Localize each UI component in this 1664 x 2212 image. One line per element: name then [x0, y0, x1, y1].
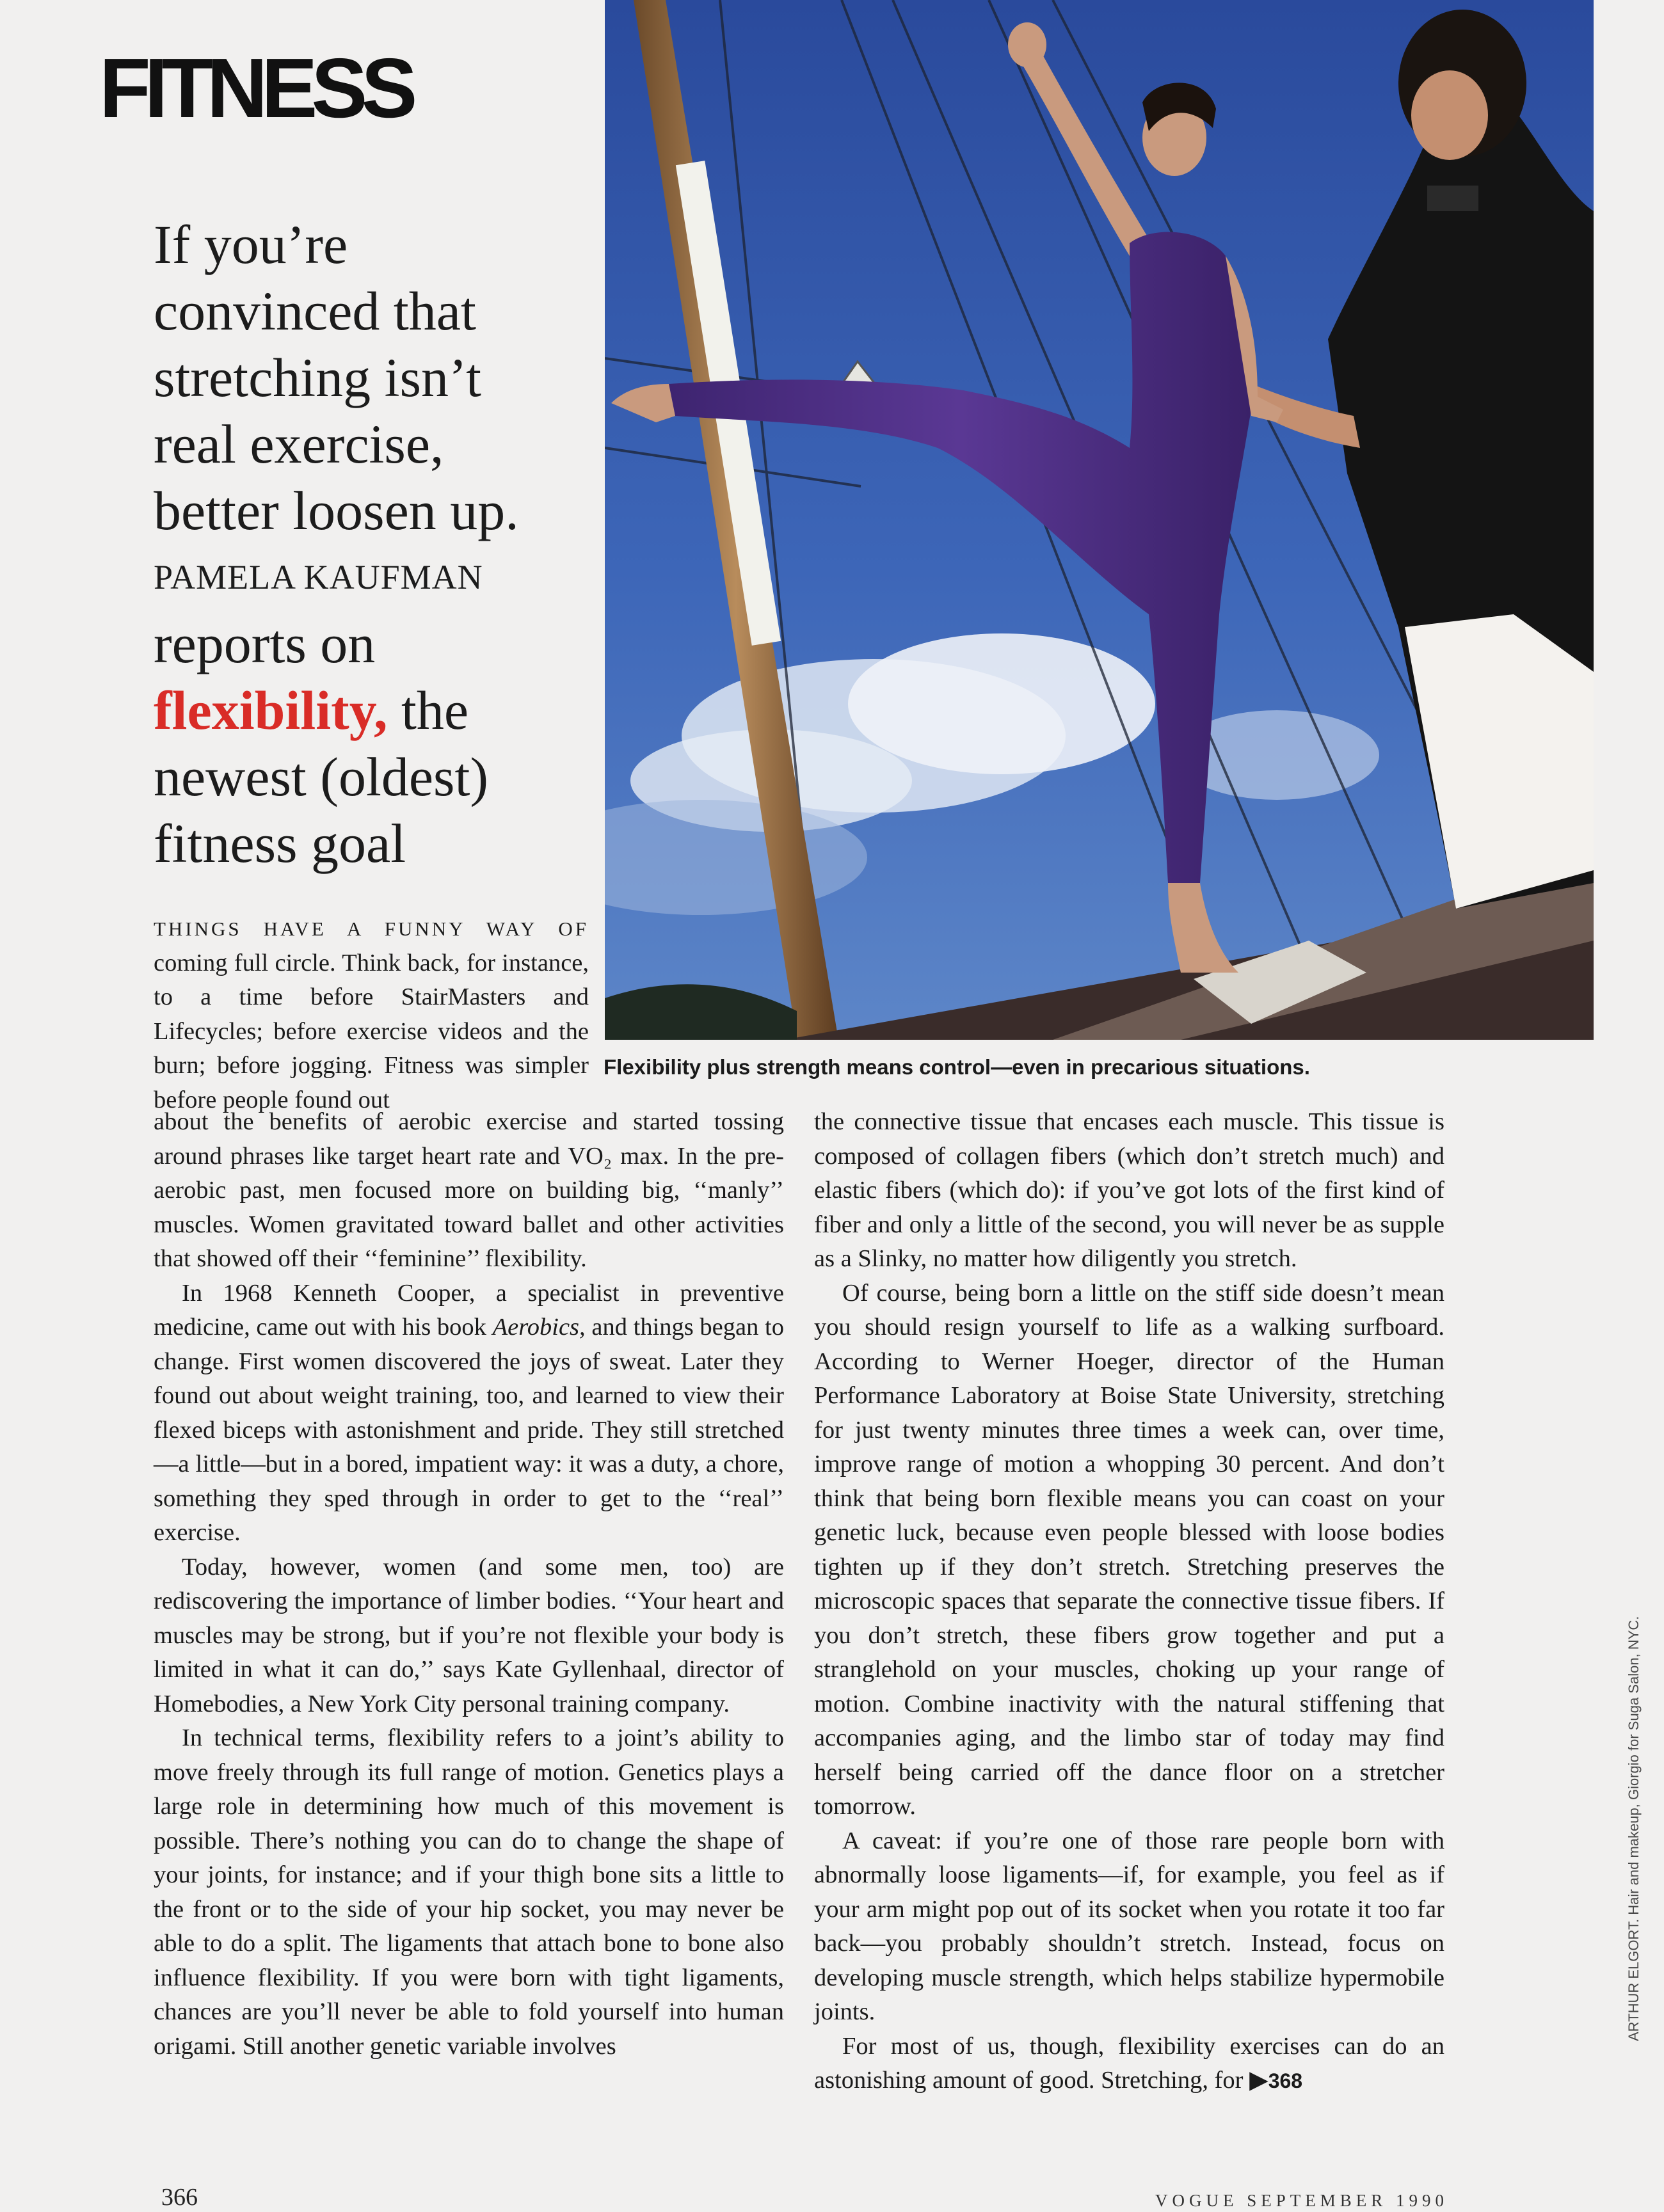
- section-title: FITNESS: [99, 41, 412, 135]
- deck-line: real exercise,: [154, 413, 444, 475]
- article-opening: [154, 911, 589, 1117]
- deck-highlight-line: [154, 677, 614, 744]
- page-number: 366: [161, 2184, 198, 2211]
- paragraph-text: and things began to change. First women discovered the joys of sweat. Later they found out about weight training, too, and learned to view their flexed biceps with astonishment and pride. They still stretched—a little—but in a bored, impatient way: it was a duty, a chore, something they sped through in order to get to the ‘‘real’’ exercise.: [154, 1314, 784, 1546]
- paragraph: In technical terms, flexibility refers to a joint’s ability to move freely through its full range of motion. Genetics plays a large role in determining how much of this movement is possible. There’s nothing you can do to change the shape of your joints, for instance; and if your thigh bone sits a little to the front or to the side of your hip socket, you may never be able to do a split. The ligaments that attach bone to bone also influence flexibility. If you were born with tight ligaments, chances are you’ll never be able to fold yourself into human origami. Still another genetic variable involves: [154, 1724, 784, 2060]
- highlight-word: flexibility,: [154, 680, 388, 741]
- article-column-1: [154, 1105, 784, 2064]
- paragraph: the connective tissue that encases each muscle. This tissue is composed of collagen fibers (which don’t stretch much) and elastic fibers (which do): if you’ve got lots of the first kind of fiber and only a little of the second, you will never be as supple as a Slinky, no matter how diligently you stretch.: [814, 1108, 1444, 1272]
- opening-text: coming full circle. Think back, for instance, to a time before StairMasters and Lifecycles; before exercise videos and the burn; before jogging. Fitness was simpler before people found out: [154, 949, 589, 1113]
- deck-line: convinced that: [154, 280, 476, 342]
- paragraph-text: For most of us, though, flexibility exercises can do an astonishing amount of good. Stretching, for: [814, 2032, 1444, 2094]
- deck-line: reports on: [154, 613, 376, 674]
- author-byline: PAMELA KAUFMAN: [154, 558, 483, 596]
- continued-arrow-icon: ▶: [1249, 2067, 1268, 2094]
- hero-photo: [605, 0, 1594, 1040]
- opening-smallcaps: THINGS HAVE A FUNNY WAY OF: [154, 918, 589, 940]
- photo-credit: ARTHUR ELGORT. Hair and makeup, Giorgio for Suga Salon, NYC.: [1626, 1616, 1642, 2041]
- deck-line: fitness goal: [154, 813, 406, 874]
- deck-line: stretching isn’t: [154, 347, 481, 408]
- book-title: Aerobics,: [492, 1314, 586, 1341]
- paragraph: about the benefits of aerobic exercise and started tossing around phrases like target heart rate and VO₂ max. In the pre-aerobic past, men focused more on building big, ‘‘manly’’ muscles. Women gravitated toward ballet and other activities that showed off their ‘‘feminine’’ flexibility.: [154, 1108, 784, 1272]
- headline-deck: [154, 211, 614, 877]
- article-column-2: [814, 1105, 1444, 2099]
- photo-illustration-icon: [605, 0, 1594, 1040]
- photo-caption: Flexibility plus strength means control—even in precarious situations.: [604, 1055, 1310, 1079]
- paragraph: [154, 1277, 784, 1550]
- paragraph: Today, however, women (and some men, too) are rediscovering the importance of limber bodies. ‘‘Your heart and muscles may be strong, but if you’re not flexible your body is limited in what it can do,’’ says Kate Gyllenhaal, director of Homebodies, a New York City personal training company.: [154, 1553, 784, 1717]
- opening-paragraph: [154, 911, 589, 1117]
- paragraph: A caveat: if you’re one of those rare people born with abnormally loose ligaments—if, for example, you feel as if your arm might pop out of its socket when you rotate it too far back—you probably shouldn’t stretch. Instead, focus on developing muscle strength, which helps stabilize hypermobile joints.: [814, 1827, 1444, 2025]
- deck-line-tail: the: [387, 680, 469, 741]
- jump-page: 368: [1268, 2069, 1303, 2092]
- deck-line: newest (oldest): [154, 746, 489, 808]
- paragraph: [814, 2030, 1444, 2099]
- paragraph: Of course, being born a little on the stiff side doesn’t mean you should resign yourself to life as a walking surfboard. According to Werner Hoeger, director of the Human Performance Laboratory at Boise State University, stretching for just twenty minutes three times a week can, over time, improve range of motion a whopping 30 percent. And don’t think that being born flexible means you can coast on your genetic luck, because even people blessed with loose bodies tighten up if they don’t stretch. Stretching preserves the microscopic spaces that separate the connective tissue fibers. If you don’t stretch, these fibers grow together and put a stranglehold on your muscles, choking up your range of motion. Combine inactivity with the natural stiffening that accompanies aging, and the limbo star of today may find herself being carried off the dance floor on a stretcher tomorrow.: [814, 1279, 1444, 1820]
- paragraph-text: In 1968 Kenneth Cooper, a specialist in preventive medicine, came out with his book: [154, 1279, 784, 1341]
- issue-label: VOGUE SEPTEMBER 1990: [1155, 2191, 1449, 2210]
- deck-line: If you’re: [154, 214, 348, 275]
- deck-line: better loosen up.: [154, 480, 519, 541]
